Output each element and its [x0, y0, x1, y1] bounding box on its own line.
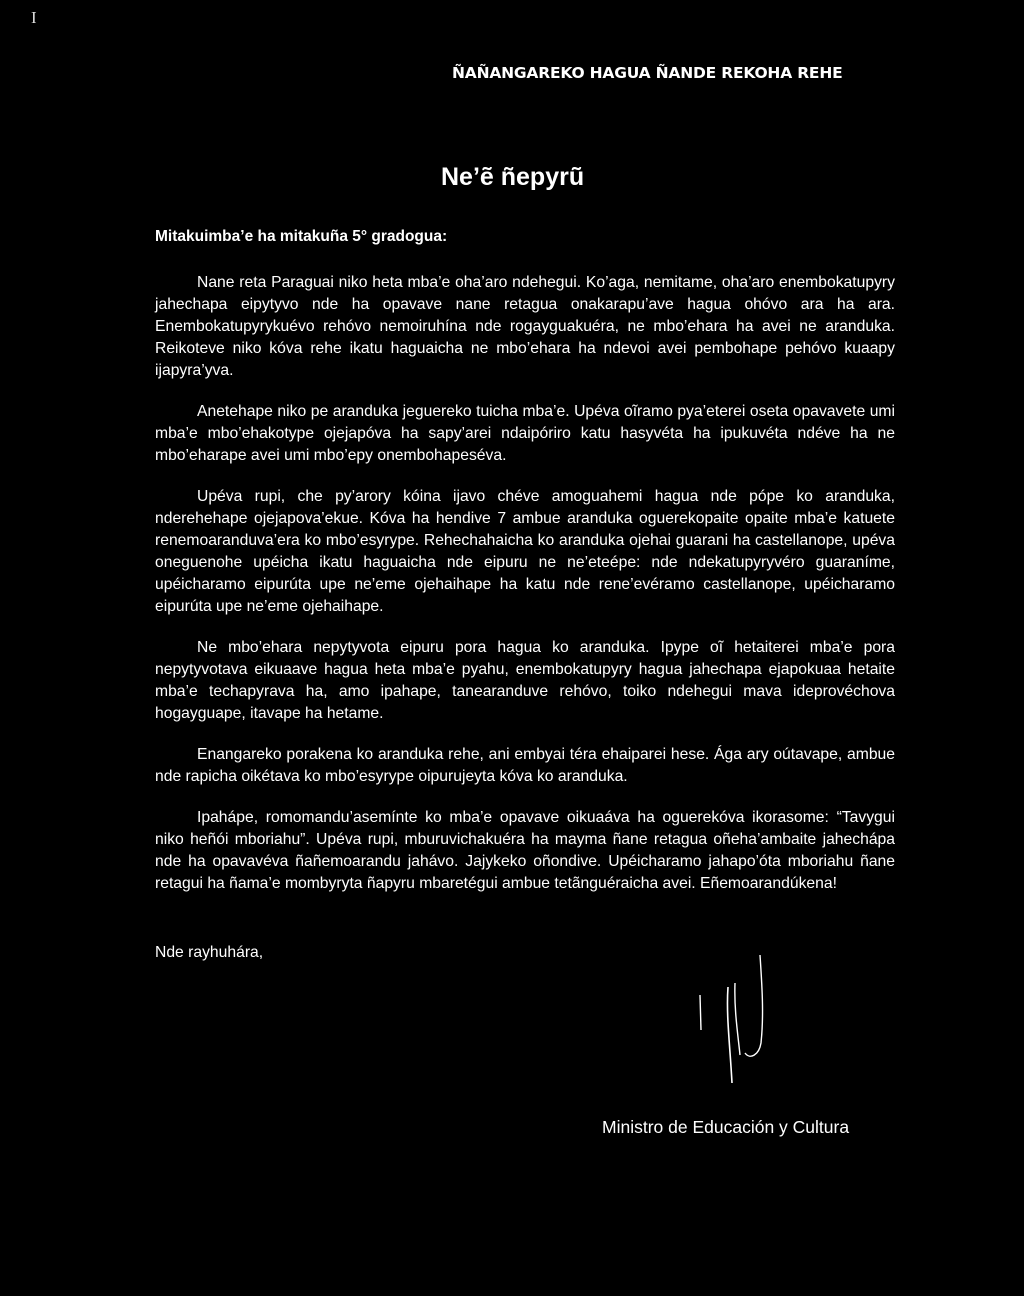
closing: Nde rayhuhára, — [155, 944, 264, 961]
signature — [690, 955, 780, 1095]
paragraph-3: Upéva rupi, che py’arory kóina ijavo chéve amoguahemi hagua nde pópe ko aranduka, nderehehape ojejapova’ekue. Kóva ha hendive 7 ambue aranduka oguerekopaite opaite mba’e katuete renemoaranduva’era ko mbo’esyrype. Rehechahaicha ko aranduka ojehai guarani ha castellanope, upéva oneguenohe upéicha ikatu haguaicha nde eipuru ne ne’eteépe: nde ndekatupyryvéro guaraníme, upéicharamo eipurúta upe ne’eme ojehaihape ha katu nde rene’evéramo castellanope, upéicharamo eipurúta upe ne’eme ojehaihape. — [155, 488, 895, 615]
paragraph-4: Ne mbo’ehara nepytyvota eipuru pora hagua ko aranduka. Ipype oĩ hetaiterei mba’e pora nepytyvotava eikuaave hagua heta mba’e pyahu, enembokatupyry hagua jahechapa ejapokuaa hetaite mba’e techapyrava ha, amo ipahape, tanearanduve rehóvo, toiko ndehegui mava ideprovéchova hogayguape, itavape ha hetame. — [155, 639, 895, 722]
paragraph-1: Nane reta Paraguai niko heta mba’e oha’aro ndehegui. Ko’aga, nemitame, oha’aro enembokatupyry jahechapa eipytyvo nde ha opavave nane retagua onakarapu’ave hagua ohóvo ara ha ara. Enembokatupyrykuévo rehóvo nemoiruhína nde rogayguakuéra, ne mbo’ehara ha avei ne aranduka. Reikoteve niko kóva rehe ikatu haguaicha ne mbo’ehara ha ndevoi avei pembohape pehóvo kuaapy ijapyra’yva. — [155, 274, 895, 379]
paragraph-6: Ipahápe, romomandu’asemínte ko mba’e opavave oikuaáva ha oguerekóva ikorasome: “Tavygui niko heñói mboriahu”. Upéva rupi, mburuvichakuéra ha mayma ñane retagua oñeha’ambaite jahechápa nde ha opavavéva ñañemoarandu jahávo. Jajykeko oñondive. Upéicharamo jahapo’óta mboriahu ñane retagui ha ñama’e mombyryta ñapyru mbaretégui ambue tetãnguéraicha avei. Eñemoarandúkena! — [155, 809, 895, 892]
header-title: ÑAÑANGAREKO HAGUA ÑANDE REKOHA REHE — [452, 64, 843, 82]
paragraph-5: Enangareko porakena ko aranduka rehe, ani embyai téra ehaiparei hese. Ága ary oútavape, ambue nde rapicha oikétava ko mbo’esyrype oipurujeyta kóva ko aranduka. — [155, 746, 895, 785]
letter-title: Ne’ẽ ñepyrũ — [441, 163, 585, 191]
signer-title: Ministro de Educación y Cultura — [602, 1117, 850, 1137]
letter-body — [155, 272, 895, 914]
corner-mark: I — [31, 8, 37, 27]
addressee: Mitakuimba’e ha mitakuña 5° gradogua: — [155, 228, 448, 245]
paragraph-2: Anetehape niko pe aranduka jeguereko tuicha mba’e. Upéva oĩramo pya’eterei oseta opavavete umi mba’e mbo’ehakotype ojejapóva ha sapy’arei ndaipóriro katu hasyvéta ha ipukuvéta ndéve ha ne mbo’eharape avei umi mbo’epy onembohapeséva. — [155, 403, 895, 464]
